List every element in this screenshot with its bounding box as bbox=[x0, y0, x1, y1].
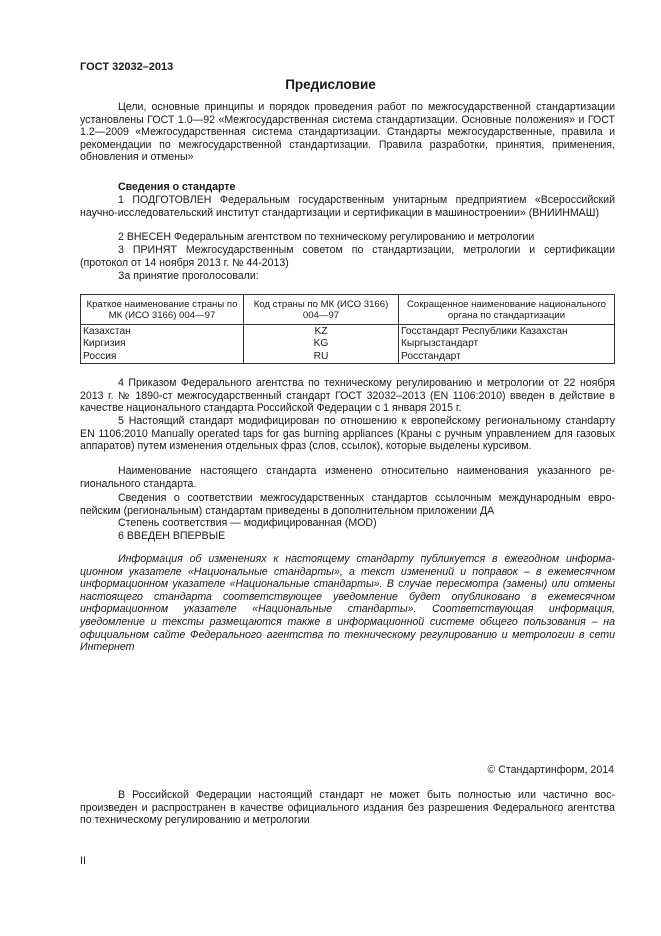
cell-codes: KZ KG RU bbox=[244, 325, 399, 364]
intro-paragraph: Цели, основные принципы и порядок проведения работ по межгосударственной стандартизации установлены ГОСТ 1.0—92 «Межгосударственная система стандартизации. Основные положения» и ГОСТ 1.2—2009 «Межгосударственная система стандартизации. Стандарты межгосударственные, правила и рекомендации по межгосударственной стандартизации. Правила разработки, принятия, применения, обновления и отмены» bbox=[80, 101, 615, 164]
page-title: Предисловие bbox=[285, 77, 376, 92]
copyright: © Стандартинформ, 2014 bbox=[487, 764, 614, 776]
document-id: ГОСТ 32032–2013 bbox=[80, 61, 174, 73]
voting-table bbox=[80, 294, 615, 364]
table-row bbox=[81, 325, 615, 364]
page-number: II bbox=[80, 855, 86, 867]
voted-label: За принятие проголосовали: bbox=[118, 270, 259, 282]
item-2-introduced: 2 ВНЕСЕН Федеральным агентством по техническому регулированию и метрологии bbox=[118, 231, 535, 243]
info-heading: Сведения о стандарте bbox=[118, 181, 236, 193]
item-3-adopted: 3 ПРИНЯТ Межгосударственным советом по стандартизации, метрологии и сертификации (протокол от 14 ноября 2013 г. № 44-2013) bbox=[80, 244, 615, 269]
references-paragraph: Сведения о соответствии межгосударственных стандартов ссылочным международным европейским (региональным) стандартам приведены в дополнительном приложении ДА bbox=[80, 492, 615, 517]
change-notice: Информация об изменениях к настоящему стандарту публикуется в ежегодном информационном указателе «Национальные стандарты», а текст изменений и поправок – в ежемесячном информационном указателе «Национальные стандарты». В случае пересмотра (замены) или отмены настоящего стандарта соответствующее уведомление будет опубликовано в ежемесячном информационном указателе «Национальные стандарты». Соответствующая информация, уведомление и тексты размещаются также в информационной системе общего пользования – на официальном сайте Федерального агентства по техническому регулированию и метрологии в сети Интернет bbox=[80, 553, 615, 654]
header-country-name: Краткое наименование страны по МК (ИСО 3166) 004—97 bbox=[81, 295, 244, 325]
header-national-body: Сокращенное наименование национального органа по стандартизации bbox=[399, 295, 615, 325]
item-6-first-introduced: 6 ВВЕДЕН ВПЕРВЫЕ bbox=[118, 530, 226, 542]
item-5-modified: 5 Настоящий стандарт модифицирован по отношению к европейскому региональному станdарту EN 1106:2010 Manually operated taps for gas burning appliances (Краны с ручным управлением для газовых аппаратов) путем изменения отдельных фраз (слов, ссылок), которые выделены курсивом. bbox=[80, 415, 615, 453]
degree-of-conformity: Степень соответствия — модифицированная (MOD) bbox=[118, 517, 377, 529]
name-change-paragraph: Наименование настоящего стандарта изменено относительно наименования указанного регионального стандарта. bbox=[80, 465, 615, 490]
header-country-code: Код страны по МК (ИСО 3166) 004—97 bbox=[244, 295, 399, 325]
item-4-order: 4 Приказом Федерального агентства по техническому регулированию и метрологии от 22 ноября 2013 г. № 1890-ст межгосударственный стандарт ГОСТ 32032–2013 (EN 1106:2010) введен в действие в качестве национального стандарта Российской Федерации с 1 января 2015 г. bbox=[80, 377, 615, 415]
item-1-prepared: 1 ПОДГОТОВЛЕН Федеральным государственным унитарным предприятием «Всероссийский научно-исследовательский институт стандартизации и сертификации в машиностроении» (ВНИИНМАШ) bbox=[80, 194, 615, 219]
cell-bodies: Госстандарт Республики Казахстан Кыргызстандарт Росстандарт bbox=[399, 325, 615, 364]
legal-notice: В Российской Федерации настоящий стандарт не может быть полностью или частично воспроизведен и распространен в качестве официального издания без разрешения Федерального агентства по техническому регулированию и метрологии bbox=[80, 789, 615, 827]
cell-countries: Казахстан Киргизия Россия bbox=[81, 325, 244, 364]
table-header-row bbox=[81, 295, 615, 325]
